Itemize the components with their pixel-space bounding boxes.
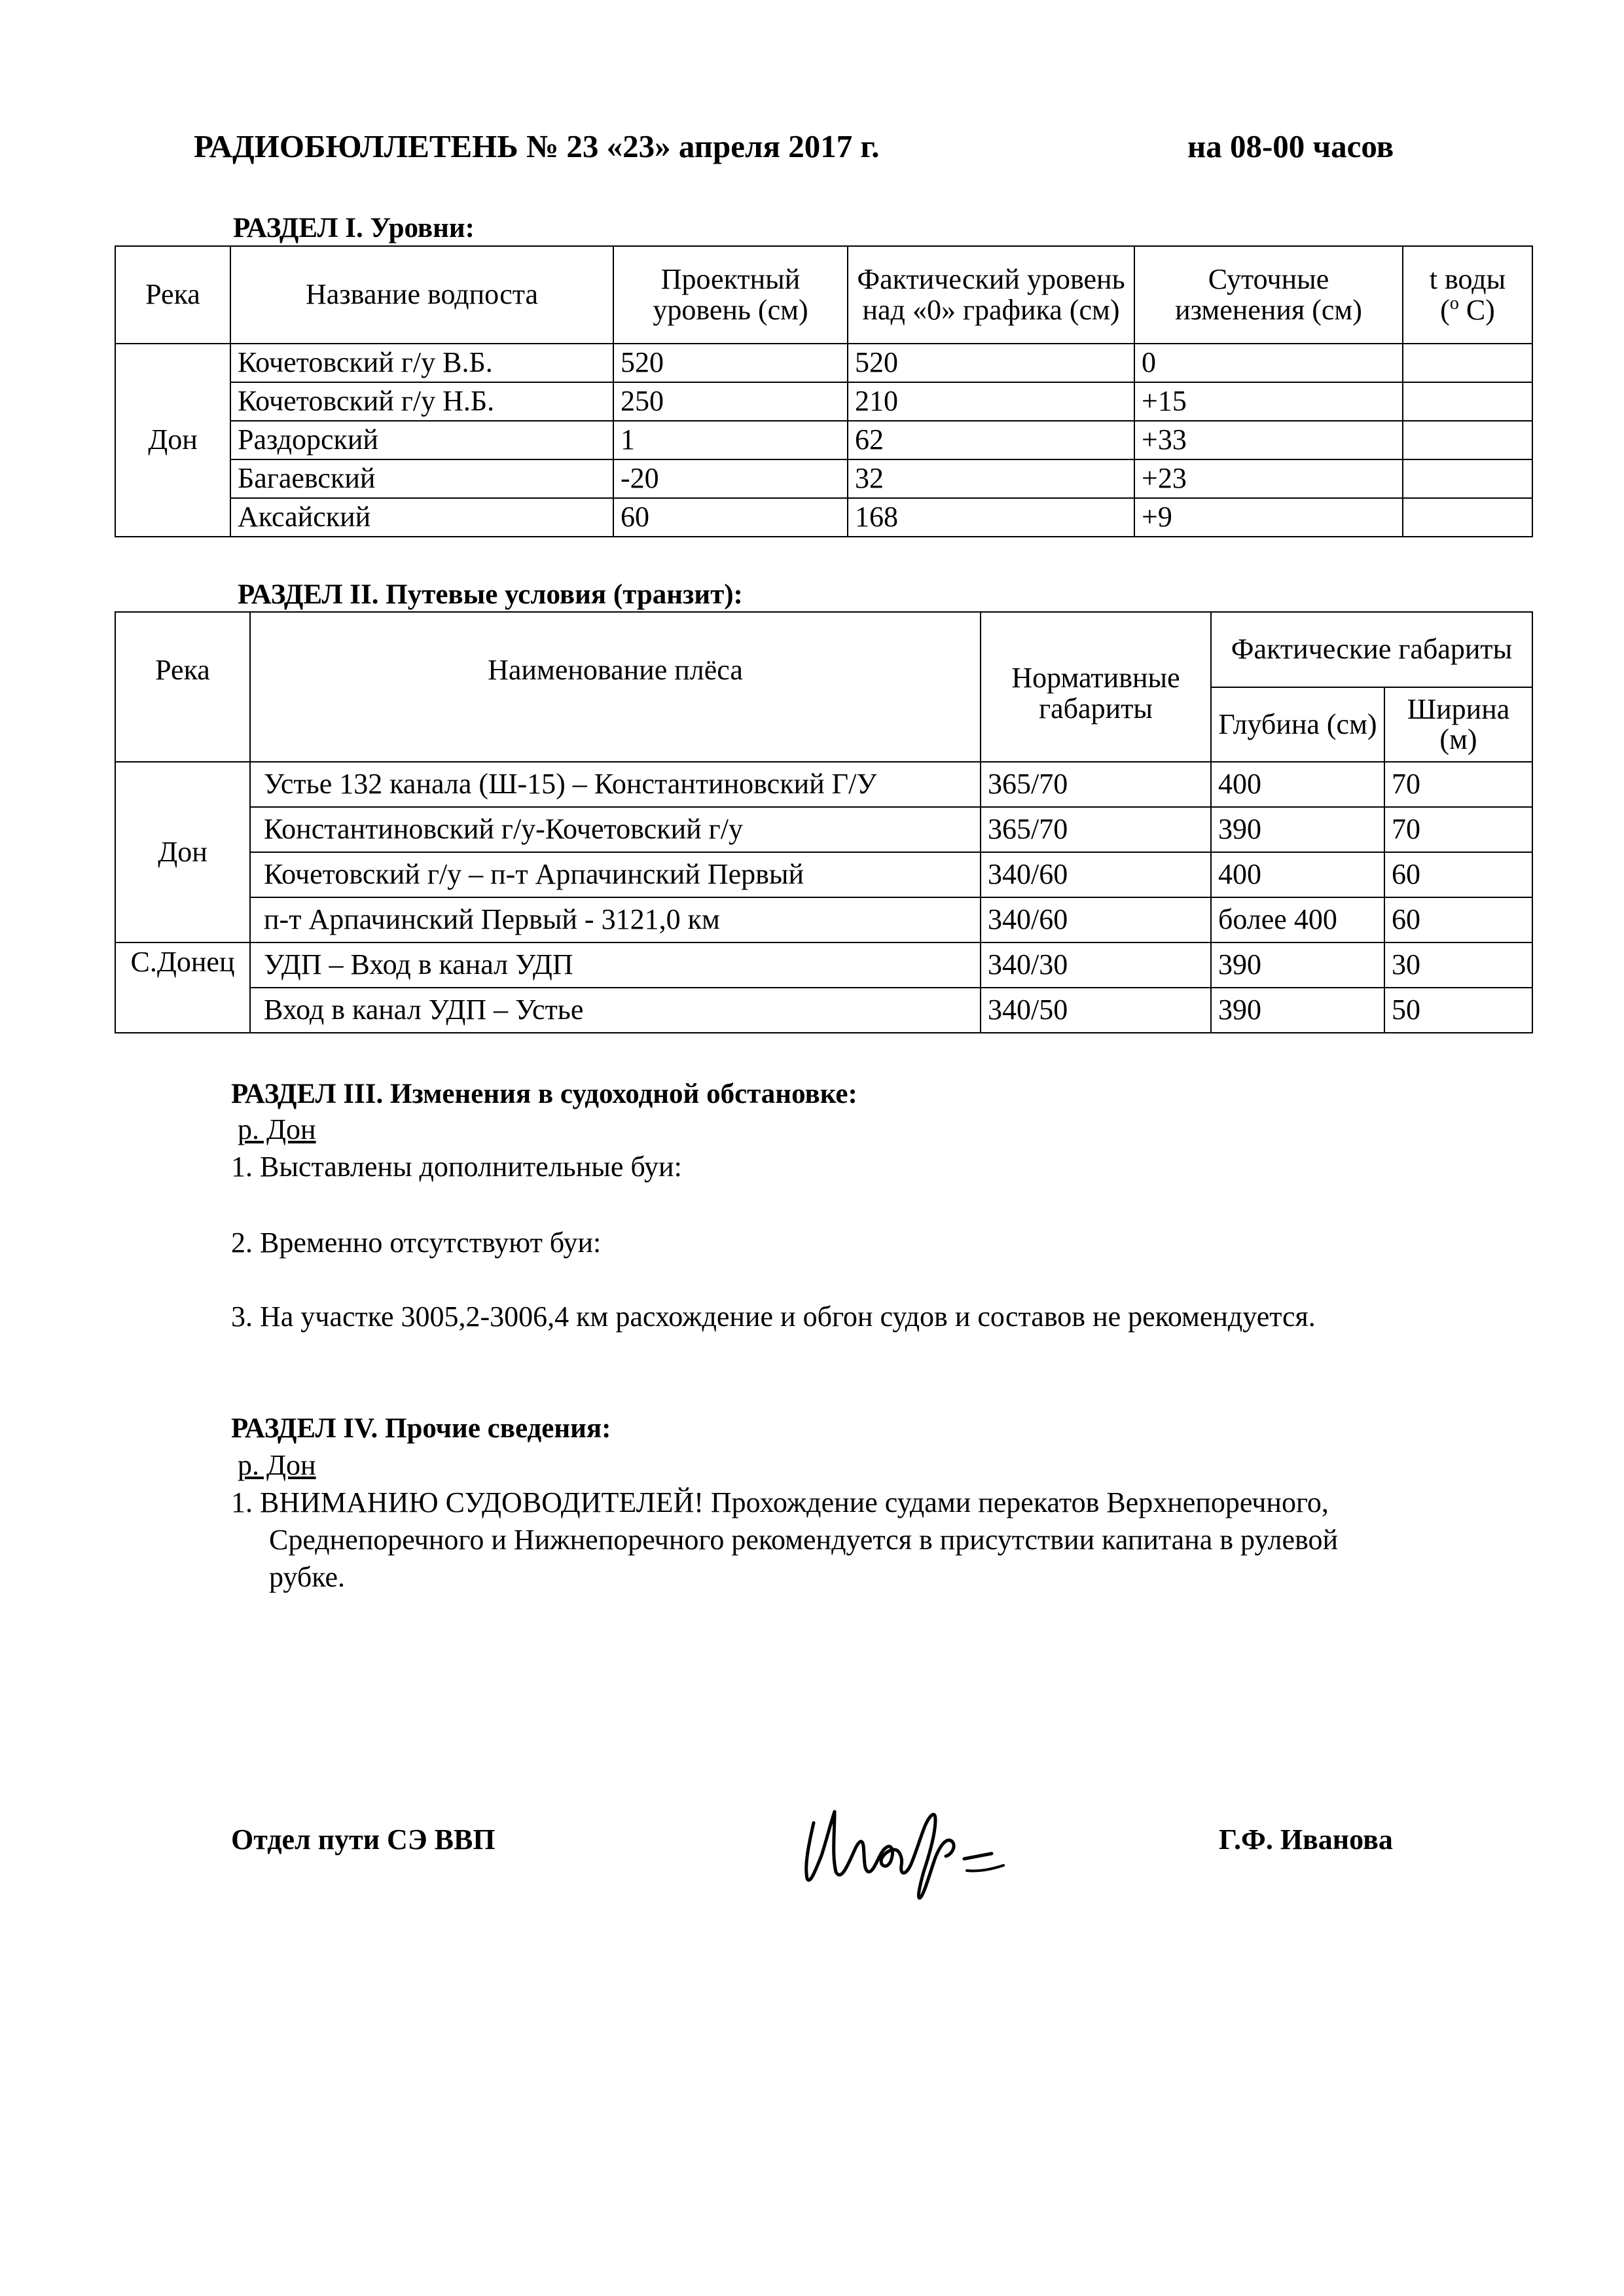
design-level: -20 [613,459,848,498]
design-level: 250 [613,382,848,421]
actual-depth: 390 [1211,807,1384,852]
transit-header-row [115,612,1532,687]
table-row [115,988,1532,1033]
section4-item-line-3: рубке. [269,1561,346,1593]
section4-item-1 [231,1484,1338,1596]
table-row [115,498,1532,537]
table-row [115,852,1532,897]
section4-item-line-2: Среднепоречного и Нижнепоречного рекомендуется в присутствии капитана в рулевой [269,1524,1339,1556]
actual-level: 32 [848,459,1134,498]
bulletin-time: на 08-00 часов [1187,128,1394,164]
water-temp [1403,421,1532,459]
river-don-cell: Дон [115,762,250,942]
water-temp [1403,344,1532,382]
levels-table [115,245,1533,537]
col-actual-level: Фактический уровень над «0» графика (см) [848,246,1134,344]
water-temp-label: t воды [1429,263,1506,296]
celsius-label: C) [1466,293,1495,326]
section3-item-3: 3. На участке 3005,2-3006,4 км расхождение и обгон судов и составов не рекомендуется. [231,1300,1316,1333]
normative-dimensions: 340/60 [981,897,1211,942]
stretch-name: Вход в канал УДП – Устье [250,988,981,1033]
actual-level: 168 [848,498,1134,537]
design-level: 520 [613,344,848,382]
river-don-cell: Дон [115,344,230,537]
section3-item-2: 2. Временно отсутствуют буи: [231,1227,602,1259]
stretch-name: Устье 132 канала (Ш-15) – Константиновский Г/У [250,762,981,807]
gauge-name: Аксайский [230,498,613,537]
normative-dimensions: 365/70 [981,807,1211,852]
col-daily-change: Суточные изменения (см) [1134,246,1403,344]
design-level: 60 [613,498,848,537]
daily-change: 0 [1134,344,1403,382]
design-level: 1 [613,421,848,459]
actual-width: 70 [1384,807,1532,852]
col-actual-dimensions: Фактические габариты [1211,612,1532,687]
water-temp [1403,382,1532,421]
daily-change: +15 [1134,382,1403,421]
col-stretch: Наименование плёса [250,612,981,762]
daily-change: +23 [1134,459,1403,498]
normative-dimensions: 365/70 [981,762,1211,807]
levels-header-row [115,246,1532,344]
daily-change: +9 [1134,498,1403,537]
table-row [115,942,1532,988]
actual-width: 30 [1384,942,1532,988]
col-gauge-name: Название водпоста [230,246,613,344]
section3-item-1: 1. Выставлены дополнительные буи: [231,1151,682,1183]
gauge-name: Раздорский [230,421,613,459]
actual-width: 60 [1384,852,1532,897]
col-river: Река [115,246,230,344]
col-width: Ширина (м) [1384,687,1532,762]
water-temp [1403,459,1532,498]
degree-sign: о [1449,293,1459,314]
actual-depth: 390 [1211,988,1384,1033]
signer-name: Г.Ф. Иванова [1219,1823,1393,1856]
actual-level: 210 [848,382,1134,421]
section3-heading: РАЗДЕЛ III. Изменения в судоходной обстановке: [231,1079,857,1109]
water-temp [1403,498,1532,537]
river-donets-cell: С.Донец [115,942,250,1033]
table-row [115,344,1532,382]
bulletin-title [194,128,1394,165]
actual-level: 520 [848,344,1134,382]
table-row [115,421,1532,459]
normative-dimensions: 340/50 [981,988,1211,1033]
section4-item-line-1: 1. ВНИМАНИЮ СУДОВОДИТЕЛЕЙ! Прохождение судами перекатов Верхнепоречного, [231,1486,1329,1518]
col-river: Река [115,612,250,762]
section4-heading: РАЗДЕЛ IV. Прочие сведения: [231,1413,611,1444]
stretch-name: УДП – Вход в канал УДП [250,942,981,988]
normative-dimensions: 340/60 [981,852,1211,897]
col-water-temp: t воды ($^о$ C) [1403,246,1532,344]
actual-depth: более 400 [1211,897,1384,942]
table-row [115,459,1532,498]
stretch-name: Константиновский г/у-Кочетовский г/у [250,807,981,852]
col-normative: Нормативные габариты [981,612,1211,762]
actual-depth: 400 [1211,852,1384,897]
transit-table [115,611,1533,1033]
table-row [115,807,1532,852]
table-row [115,382,1532,421]
stretch-name: п-т Арпачинский Первый - 3121,0 км [250,897,981,942]
col-design-level: Проектный уровень (см) [613,246,848,344]
section4-river: р. Дон [238,1449,316,1481]
actual-width: 60 [1384,897,1532,942]
actual-level: 62 [848,421,1134,459]
section2-heading: РАЗДЕЛ II. Путевые условия (транзит): [238,579,743,610]
gauge-name: Кочетовский г/у В.Б. [230,344,613,382]
section1-heading: РАЗДЕЛ I. Уровни: [233,213,475,243]
department-label: Отдел пути СЭ ВВП [231,1823,496,1856]
bulletin-title-text: РАДИОБЮЛЛЕТЕНЬ № 23 «23» апреля 2017 г. [194,128,880,164]
table-row [115,897,1532,942]
actual-depth: 400 [1211,762,1384,807]
actual-width: 50 [1384,988,1532,1033]
daily-change: +33 [1134,421,1403,459]
col-depth: Глубина (см) [1211,687,1384,762]
section3-river: р. Дон [238,1113,316,1145]
gauge-name: Багаевский [230,459,613,498]
signature-icon [795,1774,1031,1905]
gauge-name: Кочетовский г/у Н.Б. [230,382,613,421]
normative-dimensions: 340/30 [981,942,1211,988]
actual-depth: 390 [1211,942,1384,988]
actual-width: 70 [1384,762,1532,807]
stretch-name: Кочетовский г/у – п-т Арпачинский Первый [250,852,981,897]
table-row [115,762,1532,807]
